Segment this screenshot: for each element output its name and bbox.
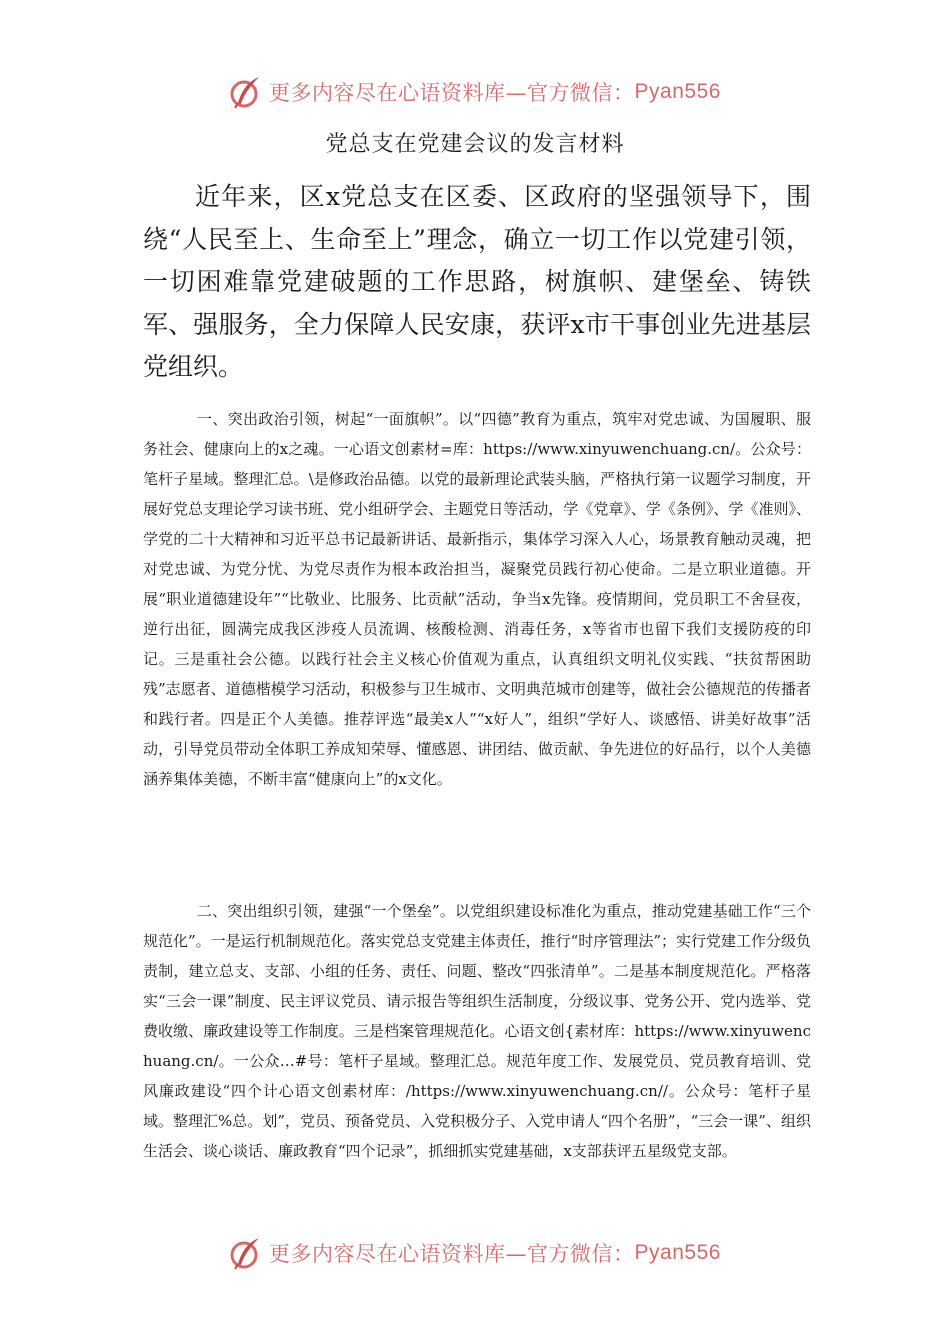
document-title: 党总支在党建会议的发言材料 [325,132,625,157]
header-watermark-banner [0,70,950,114]
footer-watermark-banner [0,1231,950,1275]
quill-logo-icon [229,1236,263,1270]
intro-paragraph: 近年来，区x党总支在区委、区政府的坚强领导下，围绕“人民至上、生命至上”理念，确立一切工作以党建引领，一切困难靠党建破题的工作思路，树旗帜、建堡垒、铸铁军、强服务，全力保障人民安康，获评x市干事创业先进基层党组织。 [143,182,811,381]
banner-text: 更多内容尽在心语资料库—官方微信： [269,1242,635,1266]
body-paragraph-1: 一、突出政治引领，树起“一面旗帜”。以“四德”教育为重点，筑牢对党忠诚、为国履职、服务社会、健康向上的x之魂。一心语文创素材=库：https://www.xinyuwenchuang.cn/。公众号：笔杆子星域。整理汇总。\是修政治品德。以党的最新理论武装头脑，严格执行第一议题学习制度，开展好党总支理论学习读书班、党小组研学会、主题党日等活动，学《党章》、学《条例》、学《准则》、学党的二十大精神和习近平总书记最新讲话、最新指示，集体学习深入人心，场景教育触动灵魂，把对党忠诚、为党分忧、为党尽责作为根本政治担当，凝聚党员践行初心使命。二是立职业道德。开展“职业道德建设年”“比敬业、比服务、比贡献”活动，争当x先锋。疫情期间，党员职工不舍昼夜，逆行出征，圆满完成我区涉疫人员流调、核酸检测、消毒任务，x等省市也留下我们支援防疫的印记。三是重社会公德。以践行社会主义核心价值观为重点，认真组织文明礼仪实践、“扶贫帮困助残”志愿者、道德楷模学习活动，积极参与卫生城市、文明典范城市创建等，做社会公德规范的传播者和践行者。四是正个人美德。推荐评选“最美x人”“x好人”，组织“学好人、谈感悟、讲美好故事”活动，引导党员带动全体职工养成知荣辱、懂感恩、讲团结、做贡献、争先进位的好品行，以个人美德涵养集体美德，不断丰富“健康向上”的x文化。 [143,410,811,788]
body-paragraph-2: 二、突出组织引领，建强“一个堡垒”。以党组织建设标准化为重点，推动党建基础工作“三个规范化”。一是运行机制规范化。落实党总支党建主体责任，推行“时序管理法”；实行党建工作分级负责制，建立总支、支部、小组的任务、责任、问题、整改“四张清单”。二是基本制度规范化。严格落实“三会一课”制度、民主评议党员、请示报告等组织生活制度，分级议事、党务公开、党内选举、党费收缴、廉政建设等工作制度。三是档案管理规范化。心语文创{素材库：https://www.xinyuwenchuang.cn/。一公众…#号：笔杆子星域。整理汇总。规范年度工作、发展党员、党员教育培训、党风廉政建设“四个计心语文创素材库：/https://www.xinyuwenchuang.cn//。公众号：笔杆子星域。整理汇%总。划”，党员、预备党员、入党积极分子、入党申请人“四个名册”，“三会一课”、组织生活会、谈心谈话、廉政教育“四个记录”，抓细抓实党建基础，x支部获评五星级党支部。 [143,902,812,1160]
quill-logo-icon [229,75,263,109]
banner-wechat-id: Pyan556 [634,1241,721,1264]
banner-text: 更多内容尽在心语资料库—官方微信： [269,81,635,105]
banner-wechat-id: Pyan556 [634,80,721,103]
